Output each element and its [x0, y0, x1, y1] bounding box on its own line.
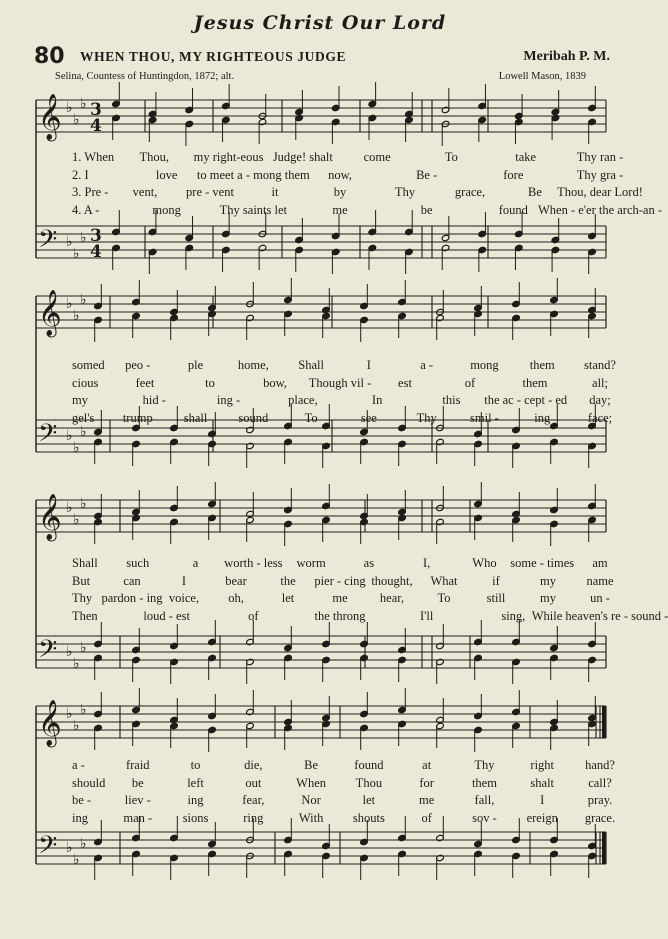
lyric-syllable: my right-eous: [193, 150, 264, 164]
lyric-syllable: liev -: [124, 793, 151, 807]
lyric-syllable: Shall: [298, 358, 324, 372]
lyric-syllable: of: [248, 608, 259, 623]
lyric-syllable: ing: [187, 793, 204, 807]
lyric-line: [40, 410, 613, 427]
bass-clef-icon: 𝄢: [38, 225, 58, 260]
lyric-syllable: sing,: [501, 608, 526, 623]
lyric-syllable: pier - cing: [314, 573, 366, 588]
bass-clef-icon: 𝄢: [38, 419, 58, 454]
lyric-syllable: name: [586, 573, 614, 588]
lyric-syllable: un -: [590, 591, 610, 605]
lyric-syllable: shalt: [530, 775, 555, 790]
lyric-syllable: now,: [328, 167, 352, 182]
lyric-syllable: stand?: [584, 358, 616, 372]
lyric-syllable: pre - vent: [186, 185, 234, 199]
lyric-syllable: worth - less: [224, 556, 283, 570]
lyric-syllable: 2. I: [72, 167, 89, 182]
lyric-syllable: To: [444, 150, 458, 164]
music-credit: Lowell Mason, 1839: [498, 71, 586, 82]
lyric-syllable: ing: [534, 410, 551, 425]
lyric-syllable: a: [192, 556, 199, 570]
lyric-syllable: fore: [503, 167, 524, 182]
lyric-syllable: oh,: [228, 591, 244, 605]
lyric-syllable: face;: [587, 410, 613, 425]
flat-icon: ♭: [80, 836, 87, 852]
lyric-line: [40, 376, 610, 392]
lyric-syllable: my: [540, 573, 556, 588]
lyric-syllable: Shall: [72, 556, 98, 570]
lyric-syllable: Be: [304, 758, 319, 772]
lyric-line: [40, 608, 668, 625]
lyric-syllable: 1. When: [72, 150, 115, 164]
lyric-syllable: should: [72, 775, 106, 790]
lyric-syllable: vent,: [132, 185, 158, 199]
flat-icon: ♭: [66, 644, 73, 660]
time-signature-top: 3: [90, 100, 102, 120]
lyric-syllable: still: [486, 591, 506, 605]
lyric-line: [40, 185, 643, 201]
flat-icon: ♭: [73, 852, 80, 868]
hymn-title: WHEN THOU, MY RIGHTEOUS JUDGE: [80, 49, 347, 64]
lyric-line: [40, 393, 610, 409]
lyric-syllable: my: [540, 591, 556, 605]
lyric-syllable: of: [421, 810, 432, 825]
lyric-syllable: me: [332, 591, 348, 605]
lyric-syllable: In: [371, 393, 383, 407]
lyric-syllable: Who: [472, 556, 497, 570]
lyric-syllable: them: [529, 358, 555, 372]
lyric-syllable: When: [296, 775, 327, 790]
lyric-syllable: Thy ran -: [576, 150, 624, 164]
lyric-syllable: can: [123, 573, 141, 588]
treble-clef-icon: 𝄞: [38, 494, 62, 540]
flat-icon: ♭: [80, 230, 87, 246]
lyric-syllable: fall,: [474, 793, 495, 807]
lyric-syllable: Thou: [355, 775, 383, 790]
lyric-syllable: I'll: [419, 608, 434, 623]
lyric-syllable: them: [522, 375, 548, 390]
lyric-line: [40, 167, 624, 184]
lyric-syllable: sions: [182, 810, 209, 825]
flat-icon: ♭: [73, 656, 80, 672]
lyric-syllable: Thy: [474, 758, 495, 772]
flat-icon: ♭: [73, 440, 80, 456]
hymn-number: 80: [34, 44, 65, 69]
lyric-syllable: I: [540, 793, 545, 807]
lyric-line: [40, 358, 616, 374]
lyric-syllable: fear,: [242, 793, 265, 807]
lyric-syllable: Thy: [416, 410, 437, 425]
lyric-syllable: come: [363, 150, 391, 164]
lyric-syllable: pardon - ing: [101, 591, 163, 605]
flat-icon: ♭: [80, 292, 87, 308]
lyric-syllable: Judge! shalt: [272, 150, 333, 164]
lyric-syllable: feet: [135, 375, 155, 390]
lyric-line: [40, 150, 624, 166]
flat-icon: ♭: [66, 706, 73, 722]
lyric-syllable: love: [155, 167, 178, 182]
lyric-syllable: Thy: [72, 591, 93, 605]
lyric-syllable: peo -: [125, 358, 151, 372]
flat-icon: ♭: [80, 640, 87, 656]
time-signature-bottom: 4: [90, 242, 102, 262]
flat-icon: ♭: [73, 112, 80, 128]
lyric-syllable: home,: [237, 358, 269, 372]
lyric-syllable: Thou, dear Lord!: [557, 185, 643, 199]
lyric-syllable: Then: [72, 608, 98, 623]
treble-clef-icon: 𝄞: [38, 290, 62, 336]
lyric-syllable: to meet a - mong them: [196, 167, 310, 182]
lyric-syllable: call?: [588, 775, 612, 790]
treble-clef-icon: 𝄞: [38, 700, 62, 746]
lyric-syllable: sov -: [472, 810, 497, 825]
lyric-syllable: man -: [123, 810, 153, 825]
flat-icon: ♭: [66, 840, 73, 856]
lyric-syllable: sound: [238, 410, 269, 425]
lyric-syllable: ring: [243, 810, 264, 825]
lyric-syllable: me: [332, 202, 348, 217]
lyric-syllable: With: [298, 810, 324, 825]
flat-icon: ♭: [73, 512, 80, 528]
lyric-syllable: for: [419, 775, 434, 790]
lyric-syllable: bow,: [263, 375, 287, 390]
lyric-syllable: ing -: [216, 393, 241, 407]
lyric-syllable: of: [464, 375, 476, 390]
lyric-syllable: voice,: [168, 591, 200, 605]
lyric-syllable: Thou,: [139, 150, 170, 164]
lyric-syllable: shall: [183, 410, 208, 425]
lyric-syllable: Though vil -: [308, 375, 372, 390]
lyric-syllable: let: [281, 591, 295, 605]
lyric-syllable: be: [420, 202, 433, 217]
lyric-syllable: ple: [187, 358, 204, 372]
lyric-syllable: am: [592, 556, 608, 570]
lyric-syllable: ereign: [526, 810, 558, 825]
lyric-syllable: Thy gra -: [576, 167, 624, 182]
lyric-syllable: take: [515, 150, 537, 164]
flat-icon: ♭: [73, 308, 80, 324]
lyric-syllable: hear,: [379, 591, 405, 605]
lyric-syllable: Nor: [301, 793, 321, 807]
lyric-syllable: day;: [589, 393, 611, 407]
lyric-syllable: I,: [423, 556, 431, 570]
flat-icon: ♭: [66, 296, 73, 312]
lyric-syllable: the: [280, 573, 296, 588]
lyric-syllable: a -: [420, 358, 434, 372]
lyric-syllable: While heaven's re - sound -: [531, 608, 668, 623]
lyric-line: [40, 556, 610, 572]
words-credit: Selina, Countess of Huntingdon, 1872; alt.: [55, 71, 235, 82]
lyric-syllable: 4. A -: [72, 202, 100, 217]
lyric-syllable: smil -: [470, 410, 499, 425]
lyric-syllable: trump: [122, 410, 153, 425]
flat-icon: ♭: [66, 100, 73, 116]
lyric-syllable: right: [530, 758, 555, 772]
lyric-syllable: When - e'er the arch-an -: [537, 202, 663, 217]
lyric-line: [40, 810, 616, 827]
lyric-syllable: What: [430, 573, 458, 588]
lyric-line: [40, 591, 610, 607]
lyric-syllable: worm: [296, 556, 326, 570]
lyric-syllable: gel's: [72, 410, 95, 425]
lyric-line: [40, 202, 663, 219]
final-bar-line: [602, 832, 606, 864]
lyric-syllable: mong: [152, 202, 181, 217]
lyric-line: [40, 793, 613, 809]
bass-clef-icon: 𝄢: [38, 635, 58, 670]
treble-clef-icon: 𝄞: [38, 94, 62, 140]
lyric-syllable: To: [304, 410, 318, 425]
lyric-syllable: hand?: [585, 758, 615, 772]
lyric-syllable: such: [126, 556, 150, 570]
lyric-syllable: thought,: [371, 573, 413, 588]
lyric-syllable: est: [398, 375, 412, 390]
lyric-line: [40, 758, 615, 774]
flat-icon: ♭: [73, 718, 80, 734]
lyric-syllable: to: [205, 375, 215, 390]
lyric-syllable: out: [245, 775, 262, 790]
lyric-syllable: found: [498, 202, 528, 217]
lyric-syllable: 3. Pre -: [72, 185, 109, 199]
lyric-syllable: be: [131, 775, 144, 790]
lyric-line: [40, 573, 614, 590]
lyric-syllable: bear: [225, 573, 247, 588]
lyric-syllable: it: [271, 185, 279, 199]
section-title: Jesus Christ Our Lord: [193, 12, 447, 34]
lyric-syllable: by: [333, 185, 347, 199]
lyric-syllable: as: [363, 556, 375, 570]
lyric-syllable: my: [72, 393, 88, 407]
lyric-syllable: fraid: [125, 758, 150, 772]
lyric-syllable: grace.: [584, 810, 616, 825]
flat-icon: ♭: [80, 96, 87, 112]
lyric-syllable: this: [442, 393, 461, 407]
lyric-syllable: to: [190, 758, 201, 772]
lyric-syllable: at: [422, 758, 432, 772]
lyric-syllable: the throng: [314, 608, 366, 623]
lyric-syllable: left: [187, 775, 204, 790]
lyric-syllable: Be -: [416, 167, 438, 182]
flat-icon: ♭: [73, 246, 80, 262]
flat-icon: ♭: [80, 496, 87, 512]
lyric-syllable: Thy: [394, 185, 416, 199]
lyric-syllable: To: [437, 591, 451, 605]
lyric-syllable: if: [492, 573, 500, 588]
flat-icon: ♭: [66, 500, 73, 516]
lyric-syllable: But: [72, 573, 91, 588]
lyric-syllable: let: [362, 793, 376, 807]
final-bar-line: [602, 706, 606, 738]
time-signature-bottom: 4: [90, 116, 102, 136]
lyric-syllable: found: [354, 758, 384, 772]
lyric-syllable: somed: [72, 358, 105, 372]
lyric-syllable: a -: [72, 758, 85, 772]
flat-icon: ♭: [66, 428, 73, 444]
lyric-syllable: grace,: [454, 185, 486, 199]
lyric-syllable: loud - est: [143, 608, 190, 623]
lyric-syllable: I: [366, 358, 371, 372]
lyric-syllable: me: [419, 793, 435, 807]
lyric-syllable: cious: [72, 375, 99, 390]
lyric-syllable: pray.: [587, 793, 613, 807]
tune-name: Meribah P. M.: [523, 49, 610, 64]
lyric-syllable: be -: [72, 793, 92, 807]
lyric-line: [40, 776, 610, 792]
lyric-syllable: them: [471, 775, 497, 790]
lyric-syllable: die,: [244, 758, 263, 772]
lyric-syllable: Be: [528, 185, 542, 199]
lyric-syllable: mong: [470, 358, 499, 372]
lyric-syllable: ing: [72, 810, 88, 825]
lyric-syllable: Thy saints let: [219, 202, 288, 217]
lyric-syllable: I: [181, 573, 187, 588]
lyric-syllable: shouts: [352, 810, 385, 825]
lyric-syllable: some - times: [510, 556, 575, 570]
time-signature-top: 3: [90, 226, 102, 246]
flat-icon: ♭: [66, 234, 73, 250]
bass-clef-icon: 𝄢: [38, 831, 58, 866]
flat-icon: ♭: [80, 424, 87, 440]
lyric-syllable: all;: [592, 375, 608, 390]
lyric-syllable: the ac - cept - ed: [484, 393, 568, 407]
lyric-syllable: see: [360, 410, 377, 425]
flat-icon: ♭: [80, 702, 87, 718]
lyric-syllable: place,: [288, 393, 318, 407]
lyric-syllable: hid -: [142, 393, 166, 407]
